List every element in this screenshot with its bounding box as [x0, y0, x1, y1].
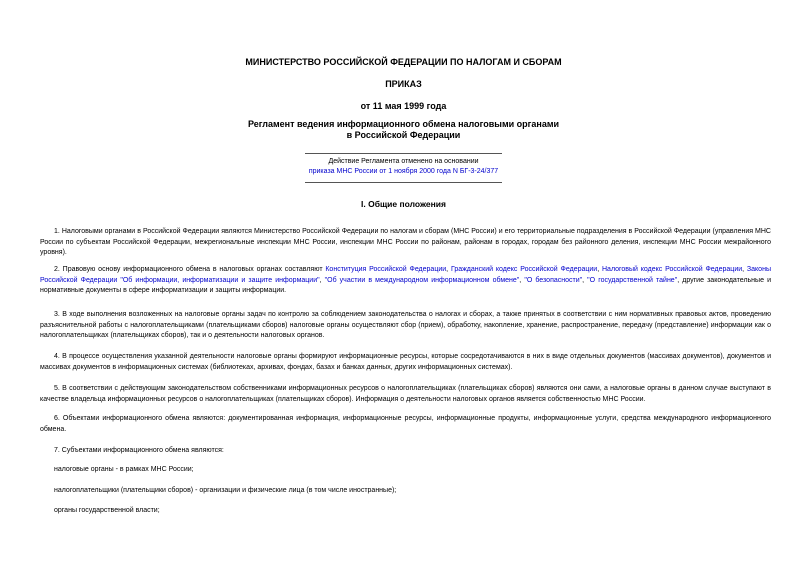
separator: ,: [319, 276, 325, 284]
document-title-line1: Регламент ведения информационного обмена налоговыми органами: [247, 119, 560, 129]
paragraph-6: 6. Объектами информационного обмена являются: документированная информация, информационные ресурсы, информационные продукты, информационные услуги, средства международного информационного обмена.: [40, 415, 771, 433]
document-title-line2: в Российской Федерации: [346, 130, 461, 140]
link-law-information[interactable]: Законы Российской Федерации "Об информации, информатизации и защите информации": [40, 266, 771, 284]
section-heading: I. Общие положения: [361, 199, 446, 209]
note-top-divider: [305, 153, 502, 154]
link-tax-code[interactable]: Налоговый кодекс Российской Федерации: [602, 266, 743, 273]
separator: ,: [582, 276, 588, 284]
separator: ,: [446, 266, 451, 273]
document-title: [0, 119, 807, 141]
paragraph-1: 1. Налоговыми органами в Российской Федерации являются Министерство Российской Федерации по налогам и сборам (МНС России) и его территориальные подразделения в Российской Федерации (управления МНС России по субъектам Российской Федерации, межрегиональные инспекции МНС России, инспекции МНС России по районам, районам в городах, городам без районного деления, инспекции МНС России межрайонного уровня).: [40, 228, 771, 256]
separator: ,: [597, 266, 602, 273]
paragraph-2: [40, 265, 771, 297]
list-item: налогоплательщики (плательщики сборов) - организации и физические лица (в том числе иностранные);: [54, 487, 397, 494]
list-item: налоговые органы - в рамках МНС России;: [54, 466, 194, 473]
cancellation-note: Действие Регламента отменено на основании: [328, 158, 479, 165]
paragraph-2-text: 2. Правовую основу информационного обмена в налоговых органах составляют: [54, 266, 326, 273]
link-law-state-secret[interactable]: "О государственной тайне": [587, 276, 678, 284]
paragraph-5: 5. В соответствии с действующим законодательством собственниками информационных ресурсов о налогоплательщиках (плательщиках сборов) являются они сами, а налоговые органы в данном случае выступают в качестве владельца информационных ресурсов о налогоплательщиках (плательщиках сборов). Информация о деятельности налоговых органов является собственностью МНС России.: [40, 385, 771, 403]
note-bottom-divider: [305, 182, 502, 183]
paragraph-4: 4. В процессе осуществления указанной деятельности налоговые органы формируют информационные ресурсы, которые сосредотачиваются в них в виде отдельных документов (массивах документов), документов и массивах документов в информационных системах (библиотеках, архивах, фондах, базах и банках данных, других информационных системах).: [40, 353, 771, 371]
link-civil-code[interactable]: Гражданский кодекс Российской Федерации: [450, 266, 598, 273]
list-item: органы государственной власти;: [54, 507, 160, 514]
paragraph-3: 3. В ходе выполнения возложенных на налоговые органы задач по контролю за соблюдением законодательства о налогах и сборах, а также принятых в соответствии с ним нормативных правовых актов, проведению разъяснительной работы с налогоплательщиками (плательщиками сборов) налоговые органы осуществляют сбор (прием), обработку, накопление, хранение, распространение, передачу (представление) информации как о налогоплательщиках (плательщиках сборов), так и о деятельности налоговых органов.: [40, 311, 771, 339]
ministry-heading: МИНИСТЕРСТВО РОССИЙСКОЙ ФЕДЕРАЦИИ ПО НАЛОГАМ И СБОРАМ: [245, 57, 562, 67]
order-heading: ПРИКАЗ: [385, 79, 422, 89]
separator: ,: [742, 266, 747, 273]
separator: ,: [519, 276, 525, 284]
paragraph-2-end: , другие законодательные и нормативные документы в сфере информатизации и защиты информации.: [40, 276, 771, 294]
cancellation-link[interactable]: приказа МНС России от 1 ноября 2000 года N БГ-3-24/377: [308, 168, 499, 175]
paragraph-7: 7. Субъектами информационного обмена являются:: [54, 447, 224, 454]
link-constitution[interactable]: Конституция Российской Федерации: [325, 266, 447, 273]
link-law-international-exchange[interactable]: "Об участии в международном информационном обмене": [324, 276, 520, 284]
link-law-security[interactable]: "О безопасности": [524, 276, 583, 284]
order-date: от 11 мая 1999 года: [360, 101, 447, 111]
